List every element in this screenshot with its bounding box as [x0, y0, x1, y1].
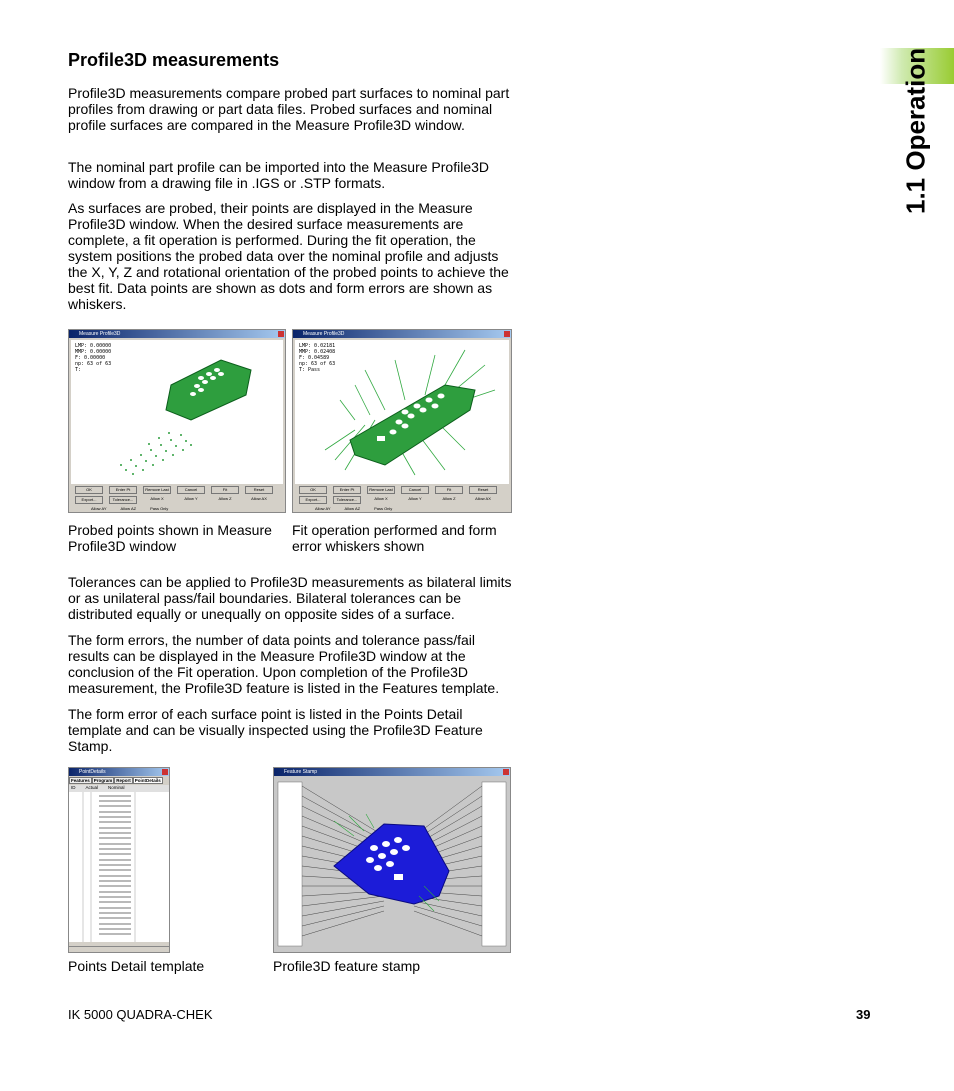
figure-fit-whiskers-window [292, 329, 512, 513]
ok-button[interactable]: OK [299, 486, 327, 494]
allow-x-checkbox[interactable]: Allow X [143, 496, 171, 504]
remove-last-button[interactable]: Remove Last [143, 486, 171, 494]
tab-point-details[interactable]: PointDetails [134, 778, 161, 783]
paragraph-form-errors: The form errors, the number of data points and tolerance pass/fail results can be displayed in the Measure Profile3D window at the conclusion of the Fit operation. Upon completion of the Profile3D measurement, the Profile3D feature is listed in the Features template. [68, 632, 500, 696]
page-number: 39 [856, 1007, 871, 1022]
column-nominal: Nominal [108, 785, 125, 790]
tab-program[interactable]: Program [93, 778, 113, 783]
allow-az-checkbox[interactable]: Allow AZ [344, 506, 361, 511]
fit-info-readout: LMP: 0.02181 MMP: 0.02408 F: 0.04589 np: 63 of 63 T: Pass [299, 343, 336, 373]
allow-y-checkbox[interactable]: Allow Y [401, 496, 429, 504]
allow-x-checkbox[interactable]: Allow X [367, 496, 395, 504]
chapter-tab-title: 1.1 Operation [900, 48, 931, 215]
cancel-button[interactable]: Cancel [401, 486, 429, 494]
tolerance-button[interactable]: Tolerance... [109, 496, 137, 504]
table-header [69, 785, 169, 792]
fit-info-readout: LMP: 0.00000 MMP: 0.00000 F: 0.00000 np: 63 of 63 T: [75, 343, 112, 373]
horizontal-scrollbar[interactable] [69, 946, 169, 952]
allow-ax-checkbox[interactable]: Allow AX [469, 496, 497, 504]
feature-stamp-graphic [274, 776, 510, 952]
pass-only-checkbox[interactable]: Pass Only [374, 506, 393, 511]
paragraph-intro: Profile3D measurements compare probed part surfaces to nominal part profiles from drawing or part data files. Probed surfaces and nominal profile surfaces are compared in the Measure Profile3D window. [68, 85, 510, 133]
window-title: Feature Stamp [284, 769, 318, 775]
ok-button[interactable]: OK [75, 486, 103, 494]
button-row-1 [75, 486, 273, 494]
allow-ay-checkbox[interactable]: Allow AY [91, 506, 107, 511]
viewport-3d [71, 340, 283, 484]
export-button[interactable]: Export... [299, 496, 327, 504]
footer-product-name: IK 5000 QUADRA-CHEK [68, 1007, 213, 1022]
export-button[interactable]: Export... [75, 496, 103, 504]
checkbox-row-3 [91, 506, 168, 511]
cancel-button[interactable]: Cancel [177, 486, 205, 494]
viewport-3d [295, 340, 509, 484]
figure-points-detail-window [68, 767, 170, 953]
part-model-with-whiskers-graphic [295, 340, 509, 484]
part-model-graphic [71, 340, 283, 484]
allow-y-checkbox[interactable]: Allow Y [177, 496, 205, 504]
allow-ax-checkbox[interactable]: Allow AX [245, 496, 273, 504]
checkbox-row-3 [315, 506, 392, 511]
paragraph-tolerances: Tolerances can be applied to Profile3D measurements as bilateral limits or as unilateral pass/fail boundaries. Bilateral tolerances can be distributed equally or unequally on opposite sides of a surface. [68, 574, 512, 622]
window-title: PointDetails [79, 769, 106, 775]
button-row-2 [75, 496, 273, 504]
window-title: Measure Profile3D [303, 331, 345, 337]
remove-last-button[interactable]: Remove Last [367, 486, 395, 494]
tab-features[interactable]: Features [71, 778, 90, 783]
tolerance-button[interactable]: Tolerance... [333, 496, 361, 504]
caption-figure-1: Probed points shown in Measure Profile3D window [68, 522, 272, 554]
enter-point-button[interactable]: Enter Pt [333, 486, 361, 494]
close-icon [278, 331, 284, 337]
column-id: ID [71, 785, 76, 790]
fit-button[interactable]: Fit [435, 486, 463, 494]
column-actual: Actual [85, 785, 99, 790]
allow-ay-checkbox[interactable]: Allow AY [315, 506, 331, 511]
template-tabs [69, 777, 163, 784]
tab-report[interactable]: Report [116, 778, 131, 783]
close-icon [504, 331, 510, 337]
close-icon [162, 769, 168, 775]
caption-figure-2: Fit operation performed and form error whiskers shown [292, 522, 497, 554]
button-row-1 [299, 486, 497, 494]
window-title: Measure Profile3D [79, 331, 121, 337]
paragraph-import: The nominal part profile can be imported into the Measure Profile3D window from a drawing file in .IGS or .STP formats. [68, 159, 489, 191]
caption-figure-3: Points Detail template [68, 958, 205, 974]
enter-point-button[interactable]: Enter Pt [109, 486, 137, 494]
allow-az-checkbox[interactable]: Allow AZ [120, 506, 137, 511]
caption-figure-4: Profile3D feature stamp [273, 958, 421, 974]
allow-z-checkbox[interactable]: Allow Z [435, 496, 463, 504]
allow-z-checkbox[interactable]: Allow Z [211, 496, 239, 504]
section-heading: Profile3D measurements [68, 50, 280, 70]
figure-probed-points-window [68, 329, 286, 513]
points-table-body [69, 792, 169, 942]
button-row-2 [299, 496, 497, 504]
paragraph-probing: As surfaces are probed, their points are displayed in the Measure Profile3D window. When the desired surface measurements are complete, a fit operation is performed. During the fit operation, the system positions the probed data over the nominal profile and adjusts the X, Y, Z and rotational orientation of the probed points to achieve the best fit. Data points are shown as dots and form errors are shown as whiskers. [68, 200, 509, 312]
figure-feature-stamp-window [273, 767, 511, 953]
close-icon [503, 769, 509, 775]
reset-button[interactable]: Reset [469, 486, 497, 494]
fit-button[interactable]: Fit [211, 486, 239, 494]
reset-button[interactable]: Reset [245, 486, 273, 494]
paragraph-points-detail: The form error of each surface point is listed in the Points Detail template and can be visually inspected using the Profile3D Feature Stamp. [68, 706, 483, 754]
pass-only-checkbox[interactable]: Pass Only [150, 506, 169, 511]
